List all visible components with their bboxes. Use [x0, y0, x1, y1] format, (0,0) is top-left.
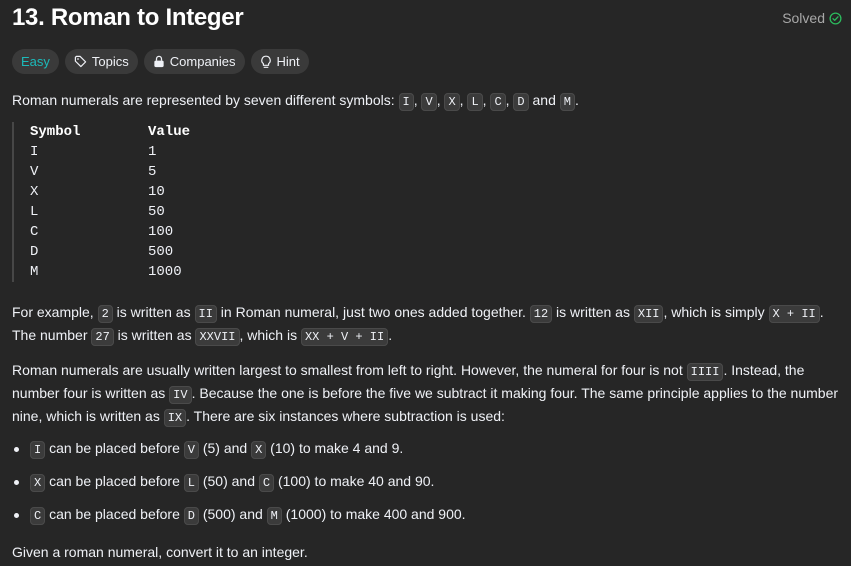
difficulty-label: Easy: [21, 54, 50, 69]
intro-paragraph: Roman numerals are represented by seven different symbols: I , V , X , L , C , D and M .: [12, 92, 579, 109]
inline-code: M: [267, 507, 282, 525]
table-row: D 500: [30, 244, 174, 260]
code-symbol: C: [490, 93, 505, 111]
inline-code: X + II: [769, 305, 820, 323]
check-circle-icon: [829, 12, 842, 25]
inline-code: V: [184, 441, 199, 459]
inline-code: XX + V + II: [301, 328, 388, 346]
lightbulb-icon: [260, 55, 272, 69]
code-symbol: X: [444, 93, 459, 111]
table-row: M 1000: [30, 264, 182, 280]
code-symbol: L: [467, 93, 482, 111]
table-row: C 100: [30, 224, 174, 240]
tag-icon: [74, 55, 87, 68]
table-row: V 5: [30, 164, 157, 180]
table-row: I 1: [30, 144, 157, 160]
inline-code: XXVII: [195, 328, 239, 346]
inline-code: D: [184, 507, 199, 525]
companies-label: Companies: [169, 54, 236, 69]
topics-button[interactable]: [65, 49, 138, 74]
table-row: X 10: [30, 184, 165, 200]
inline-code: 12: [530, 305, 552, 323]
table-row: L 50: [30, 204, 165, 220]
hint-button[interactable]: [251, 49, 309, 74]
list-item: X can be placed before L (50) and C (100) to make 40 and 90.: [12, 471, 842, 504]
companies-button[interactable]: [144, 49, 245, 74]
subtraction-rules-list: [12, 438, 842, 537]
lock-icon: [153, 55, 165, 68]
inline-code: X: [251, 441, 266, 459]
solved-label: Solved: [782, 10, 825, 26]
code-symbol: V: [421, 93, 436, 111]
inline-code: XII: [634, 305, 664, 323]
hint-label: Hint: [276, 54, 300, 69]
code-symbol: I: [399, 93, 414, 111]
intro-text: Roman numerals are represented by seven different symbols:: [12, 92, 399, 108]
inline-code: X: [30, 474, 45, 492]
inline-code: L: [184, 474, 199, 492]
solved-status: [782, 10, 842, 26]
inline-code: IV: [169, 386, 191, 404]
subtraction-paragraph: Roman numerals are usually written largest to smallest from left to right. However, the numeral for four is not IIII . Instead, the number four is written as IV . Because the one is before the five we subtract it making four. The same principle applies to the number nine, which is written as IX . There are six instances where subtraction is used:: [12, 362, 839, 425]
difficulty-badge[interactable]: [12, 49, 59, 74]
inline-code: IIII: [687, 363, 724, 381]
inline-code: 27: [91, 328, 113, 346]
inline-code: 2: [98, 305, 113, 323]
problem-title[interactable]: 13. Roman to Integer: [12, 4, 244, 31]
list-item: C can be placed before D (500) and M (1000) to make 400 and 900.: [12, 504, 842, 537]
example-paragraph: For example, 2 is written as II in Roman numeral, just two ones added together. 12 is written as XII , which is simply X + II . The number 27 is written as XXVII , which is XX + V + II .: [12, 304, 824, 344]
task-paragraph: Given a roman numeral, convert it to an integer.: [12, 544, 308, 560]
title-row: [12, 4, 842, 34]
list-item: I can be placed before V (5) and X (10) to make 4 and 9.: [12, 438, 842, 471]
inline-code: C: [259, 474, 274, 492]
code-symbol: M: [560, 93, 575, 111]
header-value: Value: [148, 124, 191, 140]
inline-code: IX: [164, 409, 186, 427]
inline-code: II: [195, 305, 217, 323]
header-symbol: Symbol: [30, 124, 81, 140]
symbol-value-table: [12, 122, 190, 282]
code-symbol: D: [513, 93, 528, 111]
topics-label: Topics: [91, 54, 129, 69]
tag-bar: [12, 49, 309, 74]
inline-code: I: [30, 441, 45, 459]
inline-code: C: [30, 507, 45, 525]
table-header: [30, 122, 190, 142]
